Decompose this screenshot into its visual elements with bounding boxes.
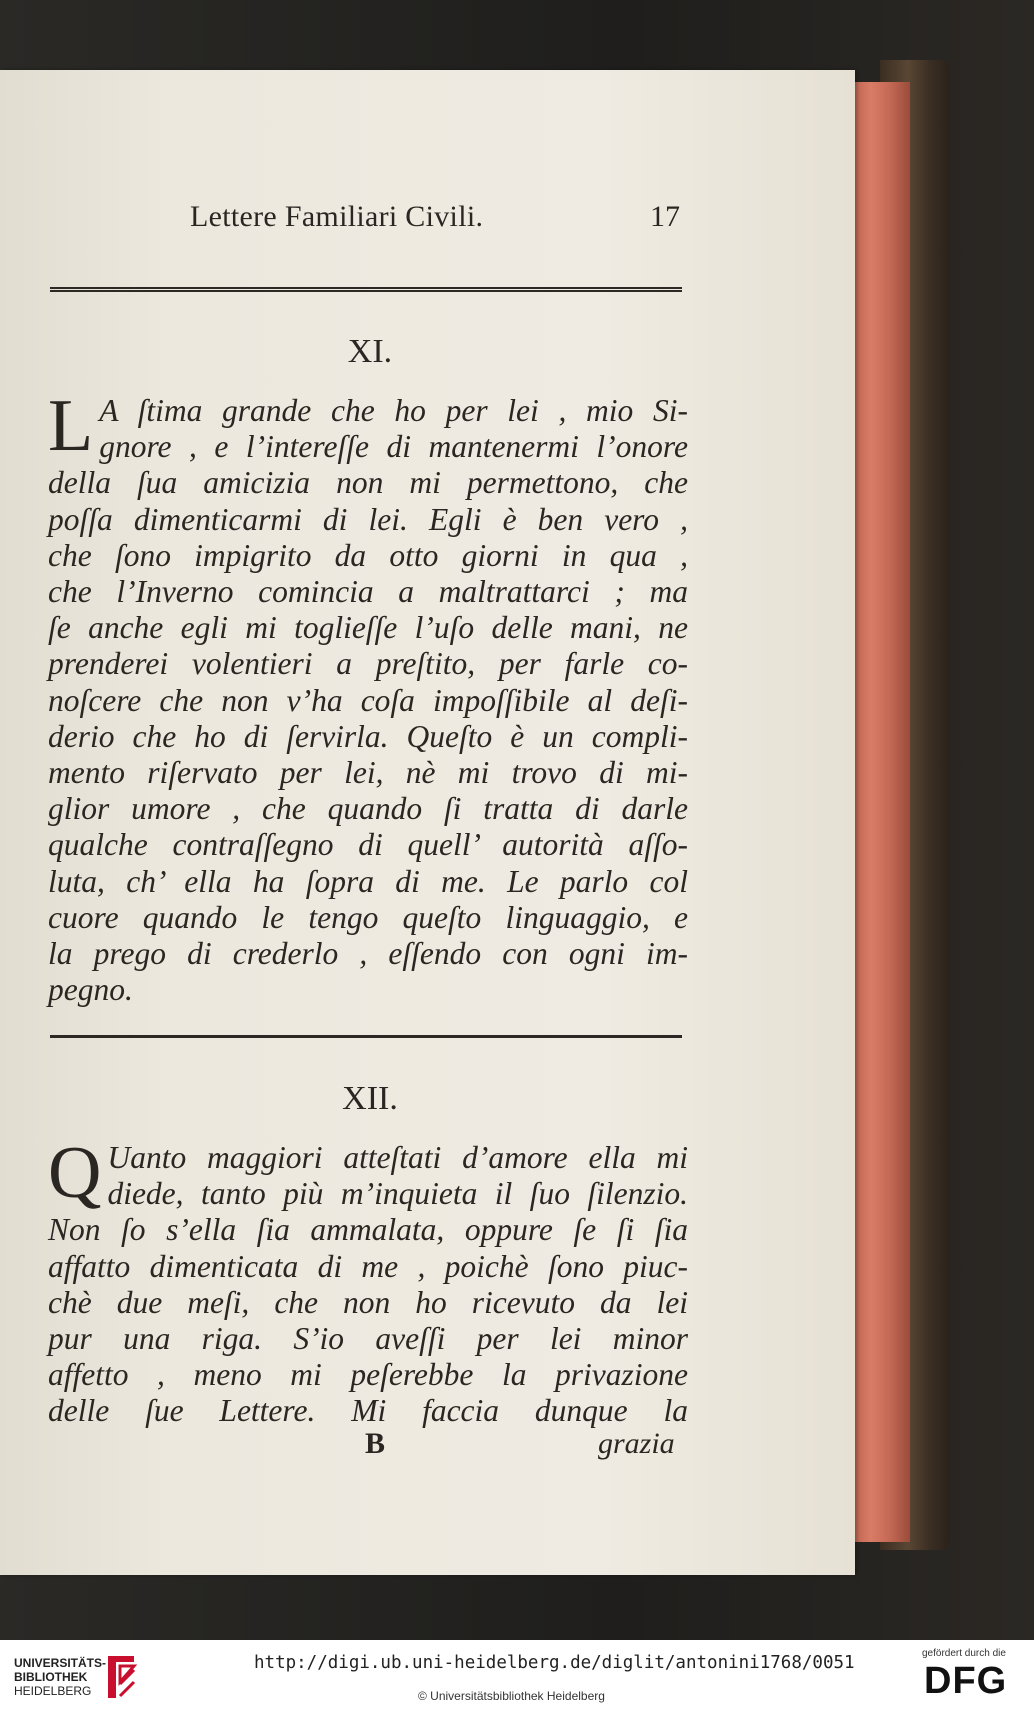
text-line: delle ſue Lettere. Mi faccia dunque la (48, 1393, 688, 1429)
text-line: che l’Inverno comincia a maltrattarci ; ma (48, 574, 688, 610)
library-logo[interactable] (14, 1656, 106, 1698)
text-line: affetto , meno mi peſerebbe la privazione (48, 1357, 688, 1393)
text-line: che ſono impigrito da otto giorni in qua , (48, 537, 688, 573)
section-rule (50, 1035, 682, 1038)
running-head: Lettere Familiari Civili. (190, 200, 484, 233)
library-emblem-icon (104, 1652, 138, 1702)
text-line: cuore quando le tengo queſto linguaggio, e (48, 899, 688, 935)
text-line: gnore , e l’intereſſe di mantenermi l’onore (99, 429, 688, 465)
text-line: pur una riga. S’io aveſſi per lei minor (48, 1321, 688, 1357)
text-line: luta, ch’ ella ha ſopra di me. Le parlo col (48, 863, 688, 899)
text-line: noſcere che non v’ha coſa impoſſibile al deſi- (48, 682, 688, 718)
text-line: mento riſervato per lei, nè mi trovo di mi- (48, 755, 688, 791)
text-line: glior umore , che quando ſi tratta di darle (48, 791, 688, 827)
library-name-line3: HEIDELBERG (14, 1684, 92, 1698)
library-name-line2: BIBLIOTHEK (14, 1670, 88, 1684)
signature-mark: B (365, 1427, 386, 1460)
dfg-logo[interactable]: DFG (924, 1660, 1008, 1702)
dropcap-l: L (48, 385, 94, 467)
catchword: grazia (598, 1427, 675, 1460)
viewer-footer (0, 1640, 1034, 1715)
text-line: della ſua amicizia non mi permettono, che (48, 465, 688, 501)
permalink-url[interactable]: http://digi.ub.uni-heidelberg.de/diglit/antonini1768/0051 (254, 1653, 855, 1673)
text-line: qualche contraſſegno di quell’ autorità aſſo- (48, 827, 688, 863)
text-line: Uanto maggiori atteſtati d’amore ella mi (107, 1140, 688, 1175)
copyright-notice: © Universitätsbibliothek Heidelberg (418, 1689, 605, 1703)
page-number: 17 (650, 200, 680, 233)
letter-number-xii: XII. (342, 1080, 398, 1117)
letter-xii-text (48, 1132, 688, 1430)
text-line: prenderei volentieri a preſtito, per farle co- (48, 646, 688, 682)
dropcap-q: Q (48, 1132, 102, 1214)
letter-xi-text (48, 385, 688, 1008)
text-line: la prego di crederlo , eſſendo con ogni im- (48, 936, 688, 972)
library-name-line1: UNIVERSITÄTS- (14, 1656, 107, 1670)
text-line: affatto dimenticata di me , poichè ſono piuc- (48, 1248, 688, 1284)
text-line: Non ſo s’ella ſia ammalata, oppure ſe ſi ſia (48, 1212, 688, 1248)
text-line: chè due meſi, che non ho ricevuto da lei (48, 1284, 688, 1320)
header-rule (50, 287, 682, 292)
letter-number-xi: XI. (347, 333, 393, 370)
text-line: poſſa dimenticarmi di lei. Egli è ben vero , (48, 501, 688, 537)
text-line: A ſtima grande che ho per lei , mio Si- (99, 393, 688, 428)
text-line: derio che ho di ſervirla. Queſto è un compli- (48, 718, 688, 754)
funder-caption: gefördert durch die (922, 1648, 1006, 1659)
text-line: ſe anche egli mi toglieſſe l’uſo delle mani, ne (48, 610, 688, 646)
text-line: pegno. (48, 972, 133, 1008)
red-page-edges (850, 82, 910, 1542)
text-line: diede, tanto più m’inquieta il ſuo ſilenzio. (107, 1176, 688, 1212)
